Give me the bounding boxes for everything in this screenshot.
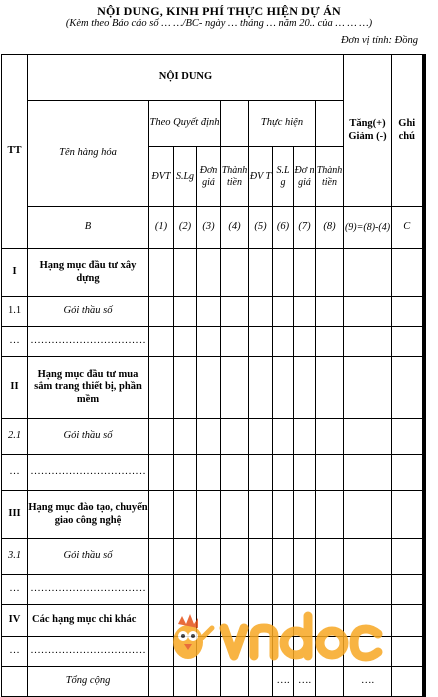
code-3: (3) xyxy=(197,207,221,249)
row-name: Các hạng mục chi khác xyxy=(28,605,149,637)
header-don-gia-2: Đơ n giá xyxy=(294,147,316,207)
header-thanh-tien-1: Thành tiền xyxy=(221,147,249,207)
code-4: (4) xyxy=(221,207,249,249)
row-tt: 1.1 xyxy=(2,297,28,327)
header-don-gia-1: Đơn giá xyxy=(197,147,221,207)
row-name: Gói thầu số xyxy=(28,297,149,327)
row-name: Hạng mục đào tạo, chuyển giao công nghệ xyxy=(28,491,149,539)
table-row xyxy=(2,455,424,491)
code-6: (6) xyxy=(273,207,294,249)
row-name: Gói thầu số xyxy=(28,539,149,575)
currency-unit: Đơn vị tính: Đồng xyxy=(340,35,418,46)
code-1: (1) xyxy=(149,207,174,249)
total-dots-9: …. xyxy=(344,667,392,697)
header-dvt-2: ĐV T xyxy=(249,147,273,207)
table-row xyxy=(2,357,424,419)
row-tt: 2.1 xyxy=(2,419,28,455)
total-label: Tổng cộng xyxy=(28,667,149,697)
total-dots-7: …. xyxy=(294,667,316,697)
row-tt: … xyxy=(2,575,28,605)
header-dvt-1: ĐVT xyxy=(149,147,174,207)
row-name: Hạng mục đầu tư xây dựng xyxy=(28,249,149,297)
header-tt: TT xyxy=(2,55,28,249)
table-row xyxy=(2,419,424,455)
header-ten-hang-hoa: Tên hàng hóa xyxy=(28,101,149,207)
header-slg-2: S.L g xyxy=(273,147,294,207)
header-noi-dung: NỘI DUNG xyxy=(28,55,344,101)
row-tt: IV xyxy=(2,605,28,637)
row-tt: … xyxy=(2,637,28,667)
code-7: (7) xyxy=(294,207,316,249)
header-theo-quyet-dinh: Theo Quyết định xyxy=(149,101,221,147)
code-2: (2) xyxy=(174,207,197,249)
document-title: NỘI DUNG, KINH PHÍ THỰC HIỆN DỰ ÁN xyxy=(97,4,341,18)
row-tt: 3.1 xyxy=(2,539,28,575)
header-giam-label: Giảm (-) xyxy=(348,130,387,142)
header-tang-label: Tăng(+) xyxy=(349,118,386,130)
row-name: Hạng mục đầu tư mua sắm trang thiết bị, phần mềm xyxy=(28,357,149,419)
code-5: (5) xyxy=(249,207,273,249)
table-row xyxy=(2,327,424,357)
row-tt: I xyxy=(2,249,28,297)
table-row xyxy=(2,297,424,327)
total-row xyxy=(2,667,424,697)
header-slg-1: S.Lg xyxy=(174,147,197,207)
code-9: (9)=(8)-(4) xyxy=(344,207,392,249)
row-name: Gói thầu số xyxy=(28,419,149,455)
row-tt: II xyxy=(2,357,28,419)
row-name: …………………………… xyxy=(28,327,149,357)
vndoc-watermark-logo xyxy=(168,598,398,670)
table-row xyxy=(2,491,424,539)
code-c: C xyxy=(392,207,424,249)
row-name: …………………………… xyxy=(28,637,149,667)
header-ghi-chu: Ghi chú xyxy=(392,55,424,207)
header-thanh-tien-2: Thành tiền xyxy=(316,147,344,207)
total-dots-6: …. xyxy=(273,667,294,697)
row-tt: III xyxy=(2,491,28,539)
code-b: B xyxy=(28,207,149,249)
header-tang-giam xyxy=(344,55,392,207)
code-8: (8) xyxy=(316,207,344,249)
table-row xyxy=(2,539,424,575)
table-row xyxy=(2,249,424,297)
row-name: …………………………… xyxy=(28,455,149,491)
document-subtitle: (Kèm theo Báo cáo số … …/BC- ngày … tháng … năm 20.. của … … …) xyxy=(65,18,373,29)
header-thuc-hien: Thực hiện xyxy=(249,101,316,147)
row-tt: … xyxy=(2,455,28,491)
row-name: …………………………… xyxy=(28,575,149,605)
row-tt: … xyxy=(2,327,28,357)
